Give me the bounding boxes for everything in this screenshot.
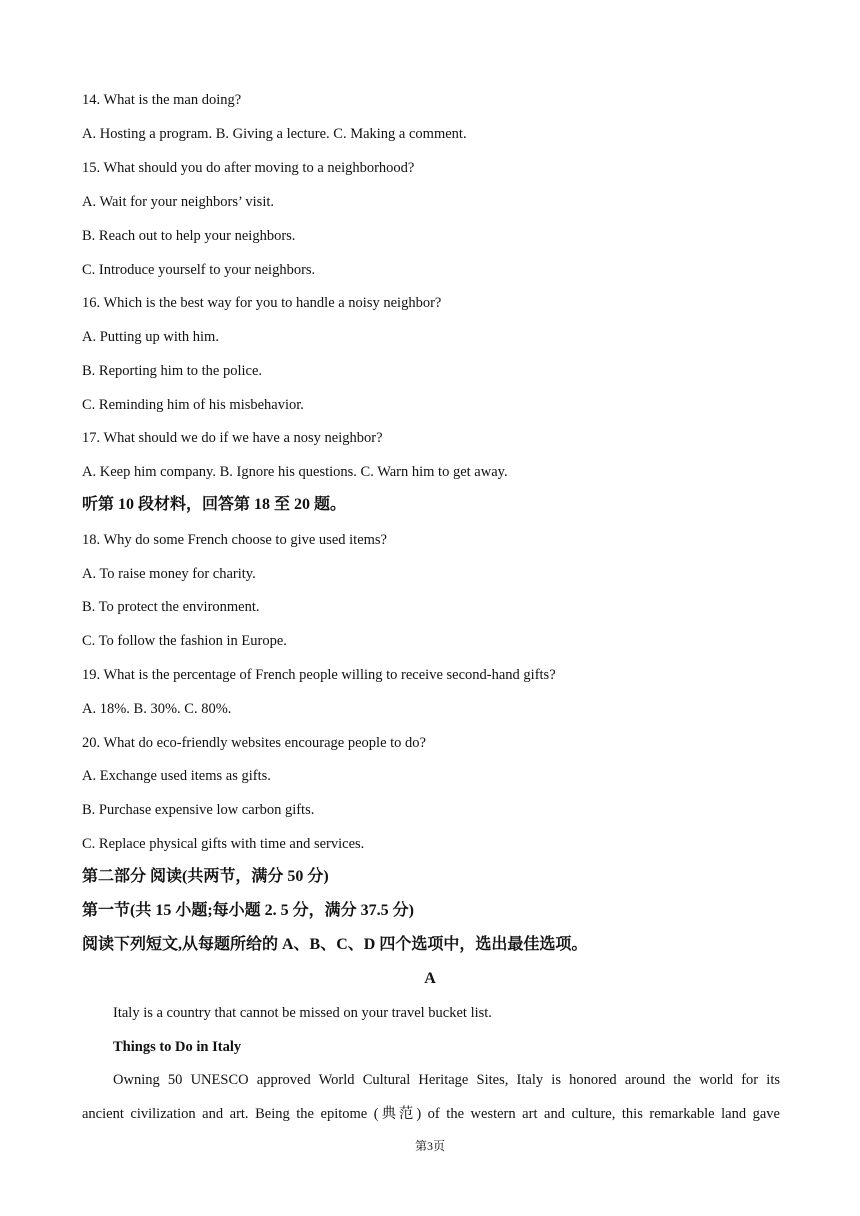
question-15: 15. What should you do after moving to a neighborhood? [82, 160, 415, 176]
question-18-option-a: A. To raise money for charity. [82, 566, 256, 582]
question-20-option-c: C. Replace physical gifts with time and services. [82, 836, 365, 852]
part-two-heading: 第二部分 阅读(共两节，满分 50 分) [82, 868, 329, 885]
question-17-options: A. Keep him company. B. Ignore his questions. C. Warn him to get away. [82, 464, 508, 480]
question-15-option-c: C. Introduce yourself to your neighbors. [82, 262, 316, 278]
passage-intro: Italy is a country that cannot be missed on your travel bucket list. [113, 1005, 492, 1021]
question-19: 19. What is the percentage of French people willing to receive second-hand gifts? [82, 667, 556, 683]
section-one-heading: 第一节(共 15 小题;每小题 2. 5 分，满分 37.5 分) [82, 902, 414, 919]
passage-subheading: Things to Do in Italy [113, 1039, 242, 1055]
passage-paragraph-line-2: ancient civilization and art. Being the epitome (典范) of the western art and culture, this remarkable land gave [82, 1106, 780, 1122]
question-20-option-a: A. Exchange used items as gifts. [82, 768, 271, 784]
question-17: 17. What should we do if we have a nosy neighbor? [82, 430, 383, 446]
question-18: 18. Why do some French choose to give used items? [82, 532, 387, 548]
question-20: 20. What do eco-friendly websites encourage people to do? [82, 735, 426, 751]
reading-instructions: 阅读下列短文,从每题所给的 A、B、C、D 四个选项中，选出最佳选项。 [82, 936, 588, 953]
question-16-option-b: B. Reporting him to the police. [82, 363, 263, 379]
section-heading-material-10: 听第 10 段材料，回答第 18 至 20 题。 [82, 496, 347, 513]
passage-label: A [424, 970, 436, 987]
passage-paragraph-line-1: Owning 50 UNESCO approved World Cultural Heritage Sites, Italy is honored around the world for its [113, 1072, 780, 1088]
question-20-option-b: B. Purchase expensive low carbon gifts. [82, 802, 315, 818]
question-18-option-b: B. To protect the environment. [82, 599, 260, 615]
question-18-option-c: C. To follow the fashion in Europe. [82, 633, 287, 649]
question-19-options: A. 18%. B. 30%. C. 80%. [82, 701, 232, 717]
question-14-options: A. Hosting a program. B. Giving a lecture. C. Making a comment. [82, 126, 467, 142]
question-16-option-a: A. Putting up with him. [82, 329, 219, 345]
page-number: 第3页 [414, 1139, 445, 1153]
question-15-option-b: B. Reach out to help your neighbors. [82, 228, 296, 244]
question-16-option-c: C. Reminding him of his misbehavior. [82, 397, 304, 413]
question-16: 16. Which is the best way for you to handle a noisy neighbor? [82, 295, 442, 311]
question-14: 14. What is the man doing? [82, 92, 242, 108]
question-15-option-a: A. Wait for your neighbors’ visit. [82, 194, 275, 210]
